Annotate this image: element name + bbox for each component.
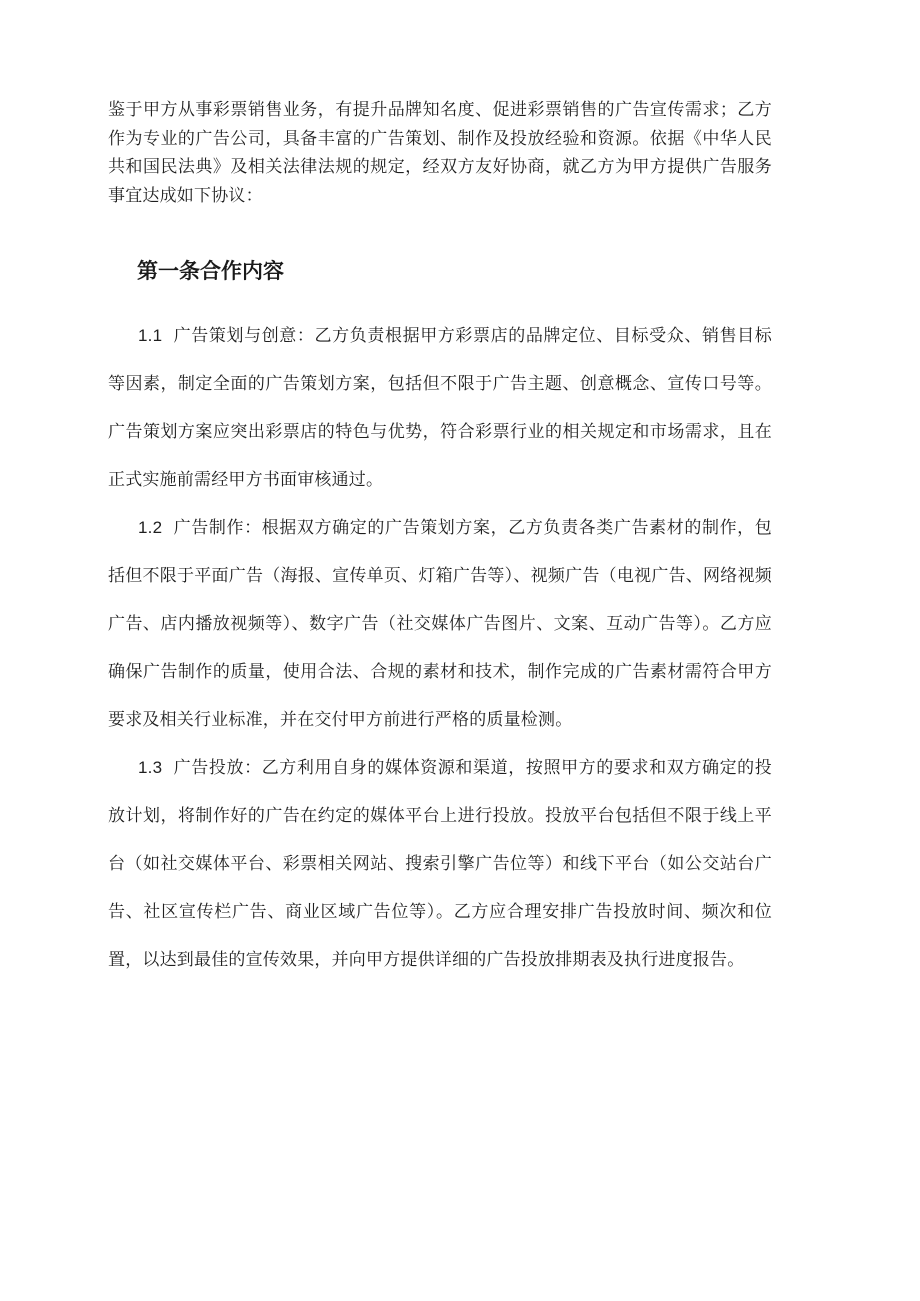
section-heading: 第一条合作内容 [137, 260, 284, 283]
clause-1-1-text: 广告策划与创意：乙方负责根据甲方彩票店的品牌定位、目标受众、销售目标等因素，制定全面的广告策划方案，包括但不限于广告主题、创意概念、宣传口号等。广告策划方案应突出彩票店的特色与优势，符合彩票行业的相关规定和市场需求，且在正式实施前需经甲方书面审核通过。 [108, 326, 772, 489]
clause-1-2 [108, 504, 772, 744]
clause-1-3-number: 1.3 [138, 758, 163, 777]
clause-1-2-text: 广告制作：根据双方确定的广告策划方案，乙方负责各类广告素材的制作，包括但不限于平面广告（海报、宣传单页、灯箱广告等）、视频广告（电视广告、网络视频广告、店内播放视频等）、数字广告（社交媒体广告图片、文案、互动广告等）。乙方应确保广告制作的质量，使用合法、合规的素材和技术，制作完成的广告素材需符合甲方要求及相关行业标准，并在交付甲方前进行严格的质量检测。 [108, 518, 772, 729]
intro-paragraph: 鉴于甲方从事彩票销售业务，有提升品牌知名度、促进彩票销售的广告宣传需求；乙方作为专业的广告公司，具备丰富的广告策划、制作及投放经验和资源。依据《中华人民共和国民法典》及相关法律法规的规定，经双方友好协商，就乙方为甲方提供广告服务事宜达成如下协议： [108, 100, 772, 205]
clauses-block [108, 312, 772, 984]
clause-1-3-text: 广告投放：乙方利用自身的媒体资源和渠道，按照甲方的要求和双方确定的投放计划，将制作好的广告在约定的媒体平台上进行投放。投放平台包括但不限于线上平台（如社交媒体平台、彩票相关网站、搜索引擎广告位等）和线下平台（如公交站台广告、社区宣传栏广告、商业区域广告位等）。乙方应合理安排广告投放时间、频次和位置，以达到最佳的宣传效果，并向甲方提供详细的广告投放排期表及执行进度报告。 [108, 758, 772, 969]
clause-1-2-number: 1.2 [138, 518, 163, 537]
clause-1-3 [108, 744, 772, 984]
clause-1-1-number: 1.1 [138, 326, 163, 345]
document-text-column [108, 0, 772, 984]
clause-1-1 [108, 312, 772, 504]
